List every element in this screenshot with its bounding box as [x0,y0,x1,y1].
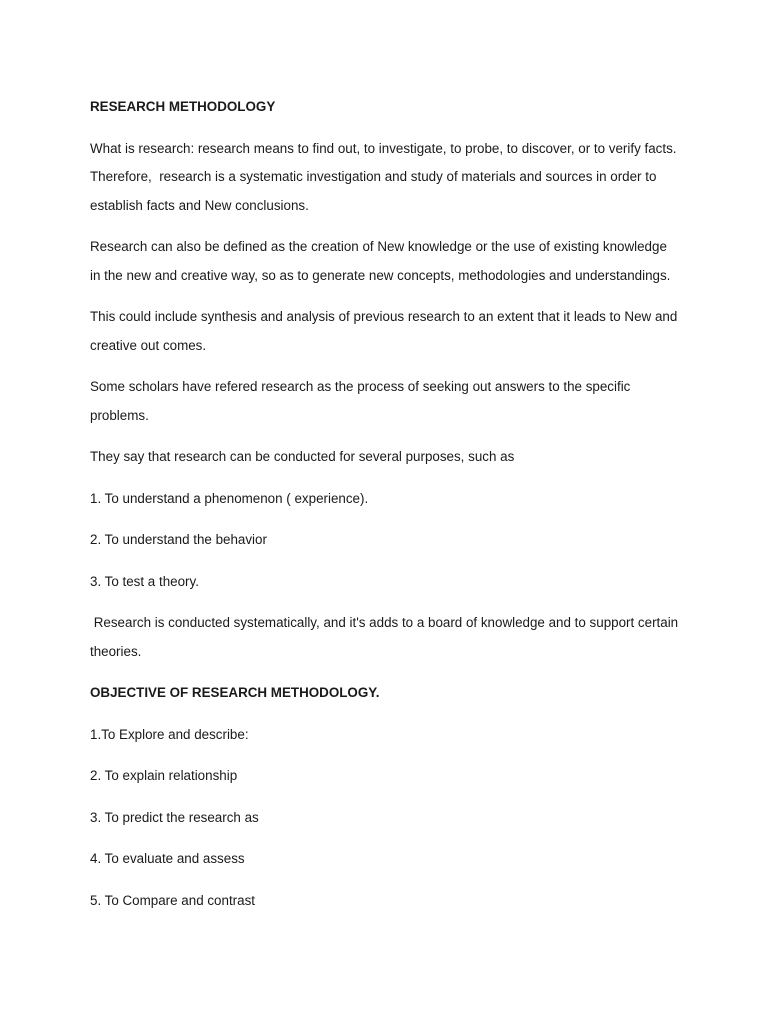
paragraph-definition: Research can also be defined as the creation of New knowledge or the use of existing knowledge in the new and creative way, so as to generate new concepts, methodologies and understandings. [90,239,671,283]
objective-item-5: 5. To Compare and contrast [90,892,255,908]
paragraph-systematic: Research is conducted systematically, and it's adds to a board of knowledge and to support certain theories. [90,615,682,659]
section-objectives-title: OBJECTIVE OF RESEARCH METHODOLOGY. [90,685,380,700]
paragraph-synthesis: This could include synthesis and analysis of previous research to an extent that it leads to New and creative out comes. [90,309,682,353]
objective-item-2: 2. To explain relationship [90,768,238,783]
document-title: RESEARCH METHODOLOGY [90,99,276,114]
paragraph-scholars: Some scholars have refered research as the process of seeking out answers to the specific problems. [90,379,635,423]
paragraph-what-is-research: What is research: research means to find out, to investigate, to probe, to discover, or to verify facts. Therefore, research is a systematic investigation and study of materials and sources in order to establish facts and New conclusions. [90,140,680,213]
purpose-item-3: 3. To test a theory. [90,573,199,589]
document-page [90,93,680,928]
objective-item-1: 1.To Explore and describe: [90,726,249,742]
purpose-item-2: 2. To understand the behavior [90,532,267,547]
objective-item-4: 4. To evaluate and assess [90,851,245,866]
purpose-item-1: 1. To understand a phenomenon ( experience). [90,490,369,506]
paragraph-purposes-intro: They say that research can be conducted for several purposes, such as [90,449,515,464]
objective-item-3: 3. To predict the research as [90,809,259,825]
